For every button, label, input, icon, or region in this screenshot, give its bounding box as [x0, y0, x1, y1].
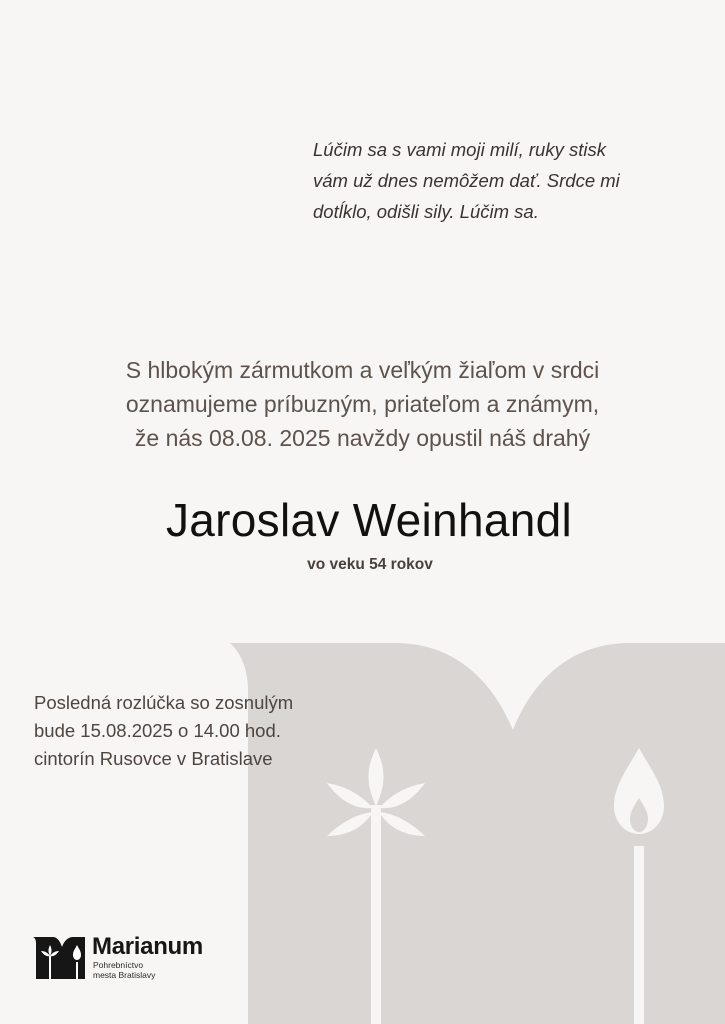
- brand-name: Marianum: [92, 933, 203, 960]
- funeral-details: [34, 689, 354, 773]
- poem-line: dotĺklo, odišli sily. Lúčim sa.: [313, 201, 539, 222]
- poem-line: vám už dnes nemôžem dať. Srdce mi: [313, 170, 620, 191]
- poem-line: Lúčim sa s vami moji milí, ruky stisk: [313, 139, 606, 160]
- brand-tagline-line: Pohrebníctvo: [93, 960, 144, 970]
- brand-tagline-line: mesta Bratislavy: [93, 969, 156, 980]
- deceased-name: Jaroslav Weinhandl: [166, 494, 572, 546]
- funeral-line: Posledná rozlúčka so zosnulým: [34, 692, 294, 713]
- brand-tagline: [93, 961, 183, 980]
- farewell-poem: [313, 134, 643, 227]
- funeral-line: cintorín Rusovce v Bratislave: [34, 748, 273, 769]
- marianum-logo-icon: [33, 935, 85, 979]
- announcement-line: S hlbokým zármutkom a veľkým žiaľom v srdci: [125, 357, 600, 383]
- deceased-age: vo veku 54 rokov: [307, 556, 433, 573]
- marianum-brand: [33, 934, 233, 980]
- announcement-line: že nás 08.08. 2025 navždy opustil náš drahý: [134, 425, 591, 451]
- death-announcement: [0, 353, 725, 455]
- funeral-line: bude 15.08.2025 o 14.00 hod.: [34, 720, 281, 741]
- announcement-line: oznamujeme príbuzným, priateľom a známym,: [125, 391, 600, 417]
